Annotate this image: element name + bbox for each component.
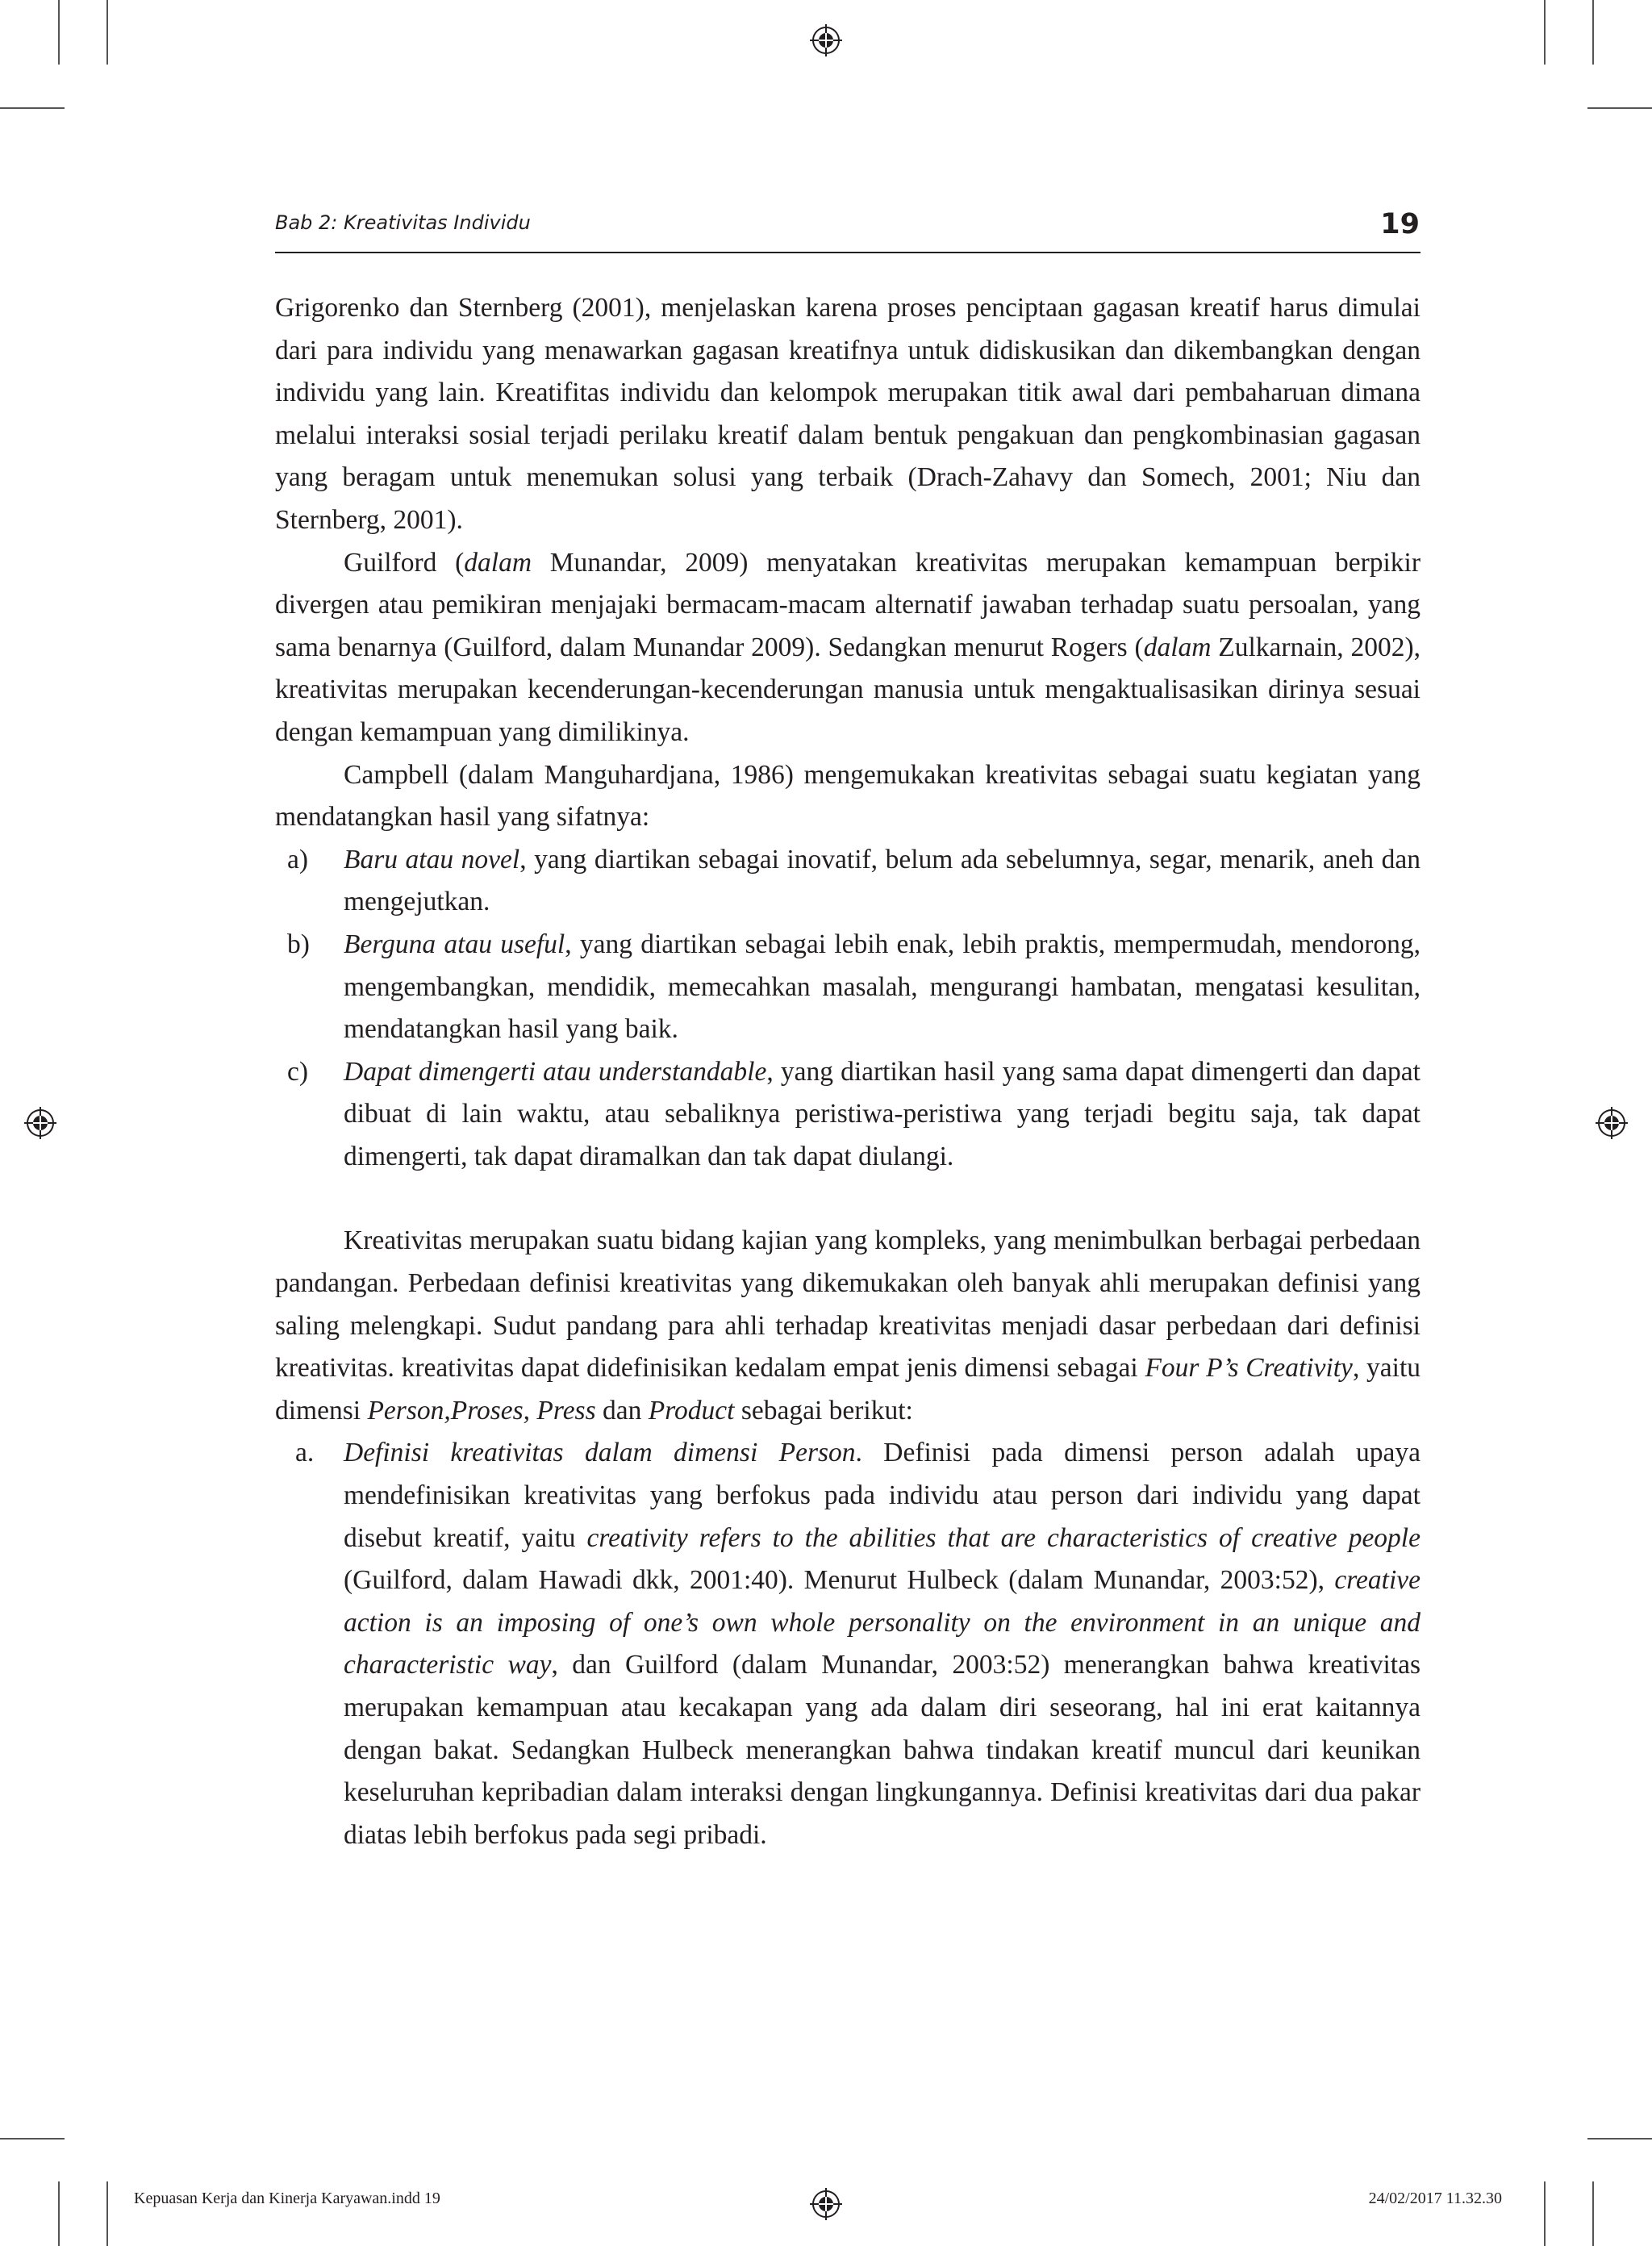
crop-mark (1544, 0, 1546, 65)
paragraph: Campbell (dalam Manguhardjana, 1986) mengemukakan kreativitas sebagai suatu kegiatan yang mendatangkan hasil yang sifatnya: (275, 759, 1420, 833)
text-run: Guilford ( (344, 547, 465, 578)
paragraph: Grigorenko dan Sternberg (2001), menjelaskan karena proses penciptaan gagasan kreatif harus dimulai dari para individu yang menawarkan gagasan kreatifnya untuk didiskusikan dan dikembangkan dengan individu yang lain. Kreatifitas individu dan kelompok merupakan titik awal dari pembaharuan dimana melalui interaksi sosial terjadi perilaku kreatif dalam bentuk pengakuan dan pengkombinasian gagasan yang beragam untuk menemukan solusi yang terbaik (Drach-Zahavy dan Somech, 2001; Niu dan Sternberg, 2001). (275, 293, 1420, 535)
crop-mark (1592, 0, 1594, 65)
list-item (275, 1051, 1420, 1179)
registration-mark-icon (810, 2188, 842, 2220)
italic-run: Berguna atau useful (344, 929, 565, 959)
list-item (275, 924, 1420, 1051)
crop-mark (106, 2181, 108, 2246)
crop-mark (1587, 2138, 1652, 2140)
italic-run: Definisi kreativitas dalam dimensi Person (344, 1438, 856, 1468)
registration-mark-icon (1596, 1107, 1628, 1139)
registration-mark-icon (24, 1107, 56, 1139)
list-marker: a. (295, 1438, 315, 1468)
page-number: 19 (1380, 208, 1420, 240)
list-marker: c) (287, 1056, 309, 1087)
registration-mark-icon (810, 24, 842, 56)
list-item (275, 1432, 1420, 1856)
footer-filename: Kepuasan Kerja dan Kinerja Karyawan.indd 19 (134, 2190, 440, 2207)
text-run: , yang diartikan sebagai inovatif, belum ada sebelumnya, segar, menarik, aneh dan mengejutkan. (344, 844, 1420, 917)
list-marker: a) (287, 844, 309, 875)
text-run: , yaitu dimensi (275, 1353, 1421, 1426)
text-run: (Guilford, dalam Hawadi dkk, 2001:40). Menurut Hulbeck (dalam Munandar, 2003:52), (344, 1565, 1335, 1596)
footer-timestamp: 24/02/2017 11.32.30 (1368, 2190, 1502, 2207)
italic-run: Person,Proses, Press (367, 1395, 596, 1426)
italic-run: dalam (464, 547, 532, 578)
crop-mark (0, 107, 65, 109)
list-marker: b) (287, 929, 310, 959)
italic-run: creative action is an imposing of one’s own whole personality on the environment in an unique and characteristic way (344, 1565, 1420, 1680)
italic-run: dalam (1143, 632, 1212, 662)
crop-mark (58, 0, 60, 65)
italic-run: Four P’s Creativity (1145, 1353, 1353, 1384)
crop-mark (106, 0, 108, 65)
crop-mark (58, 2181, 60, 2246)
text-run: Munandar, 2009) menyatakan kreativitas merupakan kemampuan berpikir divergen atau pemikiran menjajaki bermacam-macam alternatif jawaban terhadap suatu persoalan, yang sama benarnya (Guilford, dalam Munandar 2009). Sedangkan menurut Rogers ( (275, 547, 1420, 662)
paragraph (275, 1220, 1420, 1432)
result-list (275, 839, 1420, 1179)
text-run: , yang diartikan hasil yang sama dapat dimengerti dan dapat dibuat di lain waktu, atau sebaliknya peristiwa-peristiwa yang terjadi begitu saja, tak dapat dimengerti, tak dapat diramalkan dan tak dapat diulangi. (344, 1056, 1420, 1171)
crop-mark (0, 2138, 65, 2140)
running-header: Bab 2: Kreativitas Individu (275, 211, 531, 234)
italic-run: creativity refers to the abilities that are characteristics of creative people (586, 1522, 1420, 1553)
text-run: dan (595, 1395, 649, 1426)
text-run: , dan Guilford (dalam Munandar, 2003:52) menerangkan bahwa kreativitas merupakan kemampuan atau kecakapan yang ada dalam diri seseorang, hal ini erat kaitannya dengan bakat. Sedangkan Hulbeck menerangkan bahwa tindakan kreatif muncul dari keunikan keseluruhan kepribadian dalam interaksi dengan lingkungannya. Definisi kreativitas dari dua pakar diatas lebih berfokus pada segi pribadi. (344, 1650, 1420, 1850)
spacer (275, 1178, 1420, 1220)
text-run: Zulkarnain, 2002), kreativitas merupakan kecenderungan-kecenderungan manusia untuk mengaktualisasikan dirinya sesuai dengan kemampuan yang dimilikinya. (275, 632, 1420, 747)
crop-mark (1592, 2181, 1594, 2246)
text-run: . Definisi pada dimensi person adalah upaya mendefinisikan kreativitas yang berfokus pada individu atau person dari individu yang dapat disebut kreatif, yaitu (344, 1438, 1420, 1553)
dimension-list (275, 1432, 1420, 1856)
text-run: , yang diartikan sebagai lebih enak, lebih praktis, mempermudah, mendorong, mengembangkan, mendidik, memecahkan masalah, mengurangi hambatan, mengatasi kesulitan, mendatangkan hasil yang baik. (344, 929, 1420, 1045)
italic-run: Dapat dimengerti atau understandable (344, 1056, 767, 1087)
list-item (275, 839, 1420, 924)
body-text (275, 287, 1420, 1856)
crop-mark (1544, 2181, 1546, 2246)
italic-run: Baru atau novel (344, 844, 520, 875)
text-run: sebagai berikut: (734, 1395, 913, 1426)
crop-mark (1587, 107, 1652, 109)
header-rule (275, 252, 1420, 253)
text-run: Kreativitas merupakan suatu bidang kajian yang kompleks, yang menimbulkan berbagai perbedaan pandangan. Perbedaan definisi kreativitas yang dikemukakan oleh banyak ahli merupakan definisi yang saling melengkapi. Sudut pandang para ahli terhadap kreativitas menjadi dasar perbedaan dari definisi kreativitas. kreativitas dapat didefinisikan kedalam empat jenis dimensi sebagai (275, 1225, 1420, 1384)
italic-run: Product (648, 1395, 735, 1426)
paragraph (275, 542, 1420, 754)
